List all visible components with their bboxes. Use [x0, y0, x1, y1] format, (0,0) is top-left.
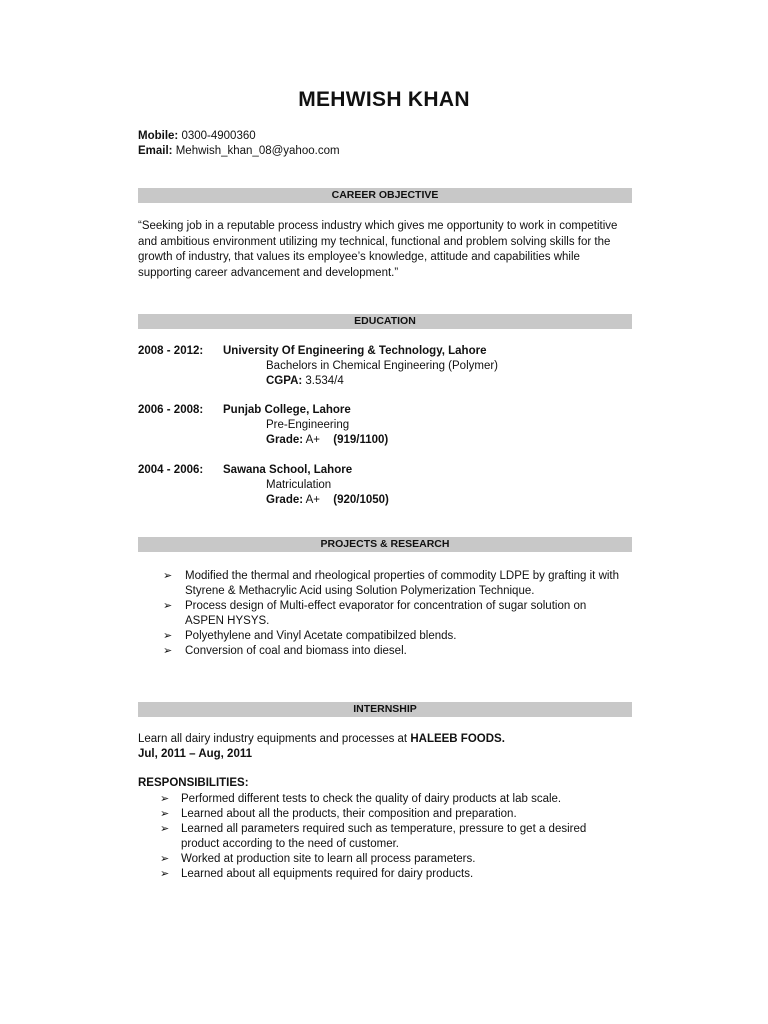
responsibilities-heading: RESPONSIBILITIES:: [138, 777, 249, 789]
projects-heading: PROJECTS & RESEARCH: [138, 537, 632, 552]
grade-value: A+: [305, 434, 321, 446]
education-degree: Bachelors in Chemical Engineering (Polymer): [266, 360, 499, 372]
responsibility-item: Learned about all equipments required for dairy products.: [181, 868, 474, 880]
education-institution: Sawana School, Lahore: [223, 464, 353, 476]
internship-company: HALEEB FOODS.: [410, 733, 505, 745]
email-line: [138, 145, 340, 157]
mobile-number: 0300-4900360: [181, 130, 256, 142]
education-grade: [266, 494, 389, 506]
career-objective-text: “Seeking job in a reputable process industry which gives me opportunity to work in competitive and ambitious environment utilizing my technical, functional and problem solving skills for the growth of industry, that values its employee’s knowledge, attitude and capabilities while supporting career advancement and development.”: [138, 220, 618, 279]
email-address: Mehwish_khan_08@yahoo.com: [175, 145, 340, 157]
education-institution: University Of Engineering & Technology, Lahore: [223, 345, 487, 357]
education-degree: Matriculation: [266, 479, 332, 491]
internship-heading: INTERNSHIP: [138, 702, 632, 717]
project-item: Conversion of coal and biomass into diesel.: [185, 645, 407, 657]
responsibility-item: Worked at production site to learn all process parameters.: [181, 853, 476, 865]
arrow-bullet-icon: ➢: [163, 600, 173, 612]
education-grade: [266, 375, 344, 387]
arrow-bullet-icon: ➢: [160, 853, 170, 865]
grade-marks: (919/1100): [333, 434, 389, 446]
education-years: 2008 - 2012:: [138, 345, 204, 357]
arrow-bullet-icon: ➢: [163, 570, 173, 582]
responsibility-item: Learned about all the products, their composition and preparation.: [181, 808, 517, 820]
internship-intro-text: Learn all dairy industry equipments and processes at: [138, 733, 408, 745]
arrow-bullet-icon: ➢: [160, 823, 170, 835]
education-years: 2006 - 2008:: [138, 404, 204, 416]
responsibility-item: Performed different tests to check the quality of dairy products at lab scale.: [181, 793, 562, 805]
responsibility-item: Learned all parameters required such as temperature, pressure to get a desired product according to the need of customer.: [181, 823, 587, 850]
grade-value: 3.534/4: [305, 375, 344, 387]
arrow-bullet-icon: ➢: [163, 645, 173, 657]
grade-label: Grade:: [266, 494, 304, 506]
internship-intro: [138, 733, 505, 745]
project-item: Modified the thermal and rheological properties of commodity LDPE by grafting it with Styrene & Methacrylic Acid using Solution Polymerization Technique.: [185, 570, 620, 597]
education-years: 2004 - 2006:: [138, 464, 204, 476]
grade-marks: (920/1050): [333, 494, 389, 506]
mobile-label: Mobile:: [138, 130, 179, 142]
candidate-name: MEHWISH KHAN: [298, 88, 470, 111]
mobile-line: [138, 130, 256, 142]
education-degree: Pre-Engineering: [266, 419, 350, 431]
grade-label: Grade:: [266, 434, 304, 446]
career-objective-heading: CAREER OBJECTIVE: [138, 188, 632, 203]
email-label: Email:: [138, 145, 173, 157]
grade-value: A+: [305, 494, 321, 506]
education-heading: EDUCATION: [138, 314, 632, 329]
grade-label: CGPA:: [266, 375, 303, 387]
arrow-bullet-icon: ➢: [160, 868, 170, 880]
education-grade: [266, 434, 388, 446]
arrow-bullet-icon: ➢: [160, 808, 170, 820]
arrow-bullet-icon: ➢: [160, 793, 170, 805]
education-institution: Punjab College, Lahore: [223, 404, 351, 416]
project-item: Polyethylene and Vinyl Acetate compatibilzed blends.: [185, 630, 457, 642]
arrow-bullet-icon: ➢: [163, 630, 173, 642]
internship-period: Jul, 2011 – Aug, 2011: [138, 748, 253, 760]
project-item: Process design of Multi-effect evaporator for concentration of sugar solution on ASPEN HYSYS.: [185, 600, 587, 627]
